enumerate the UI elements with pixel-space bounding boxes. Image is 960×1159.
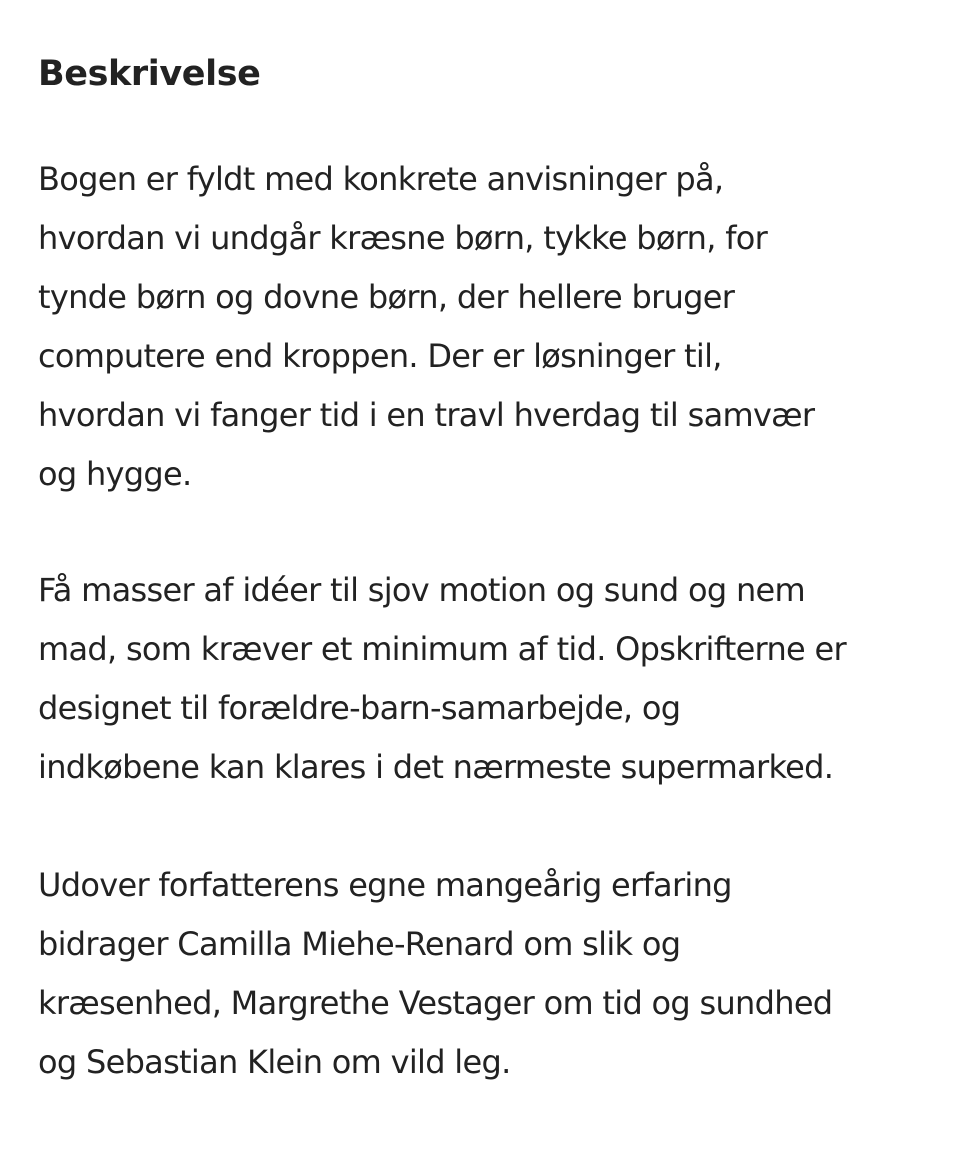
paragraph-1-line-1: Bogen er fyldt med konkrete anvisninger på, (38, 160, 724, 198)
paragraph-1-line-6: og hygge. (38, 455, 192, 493)
section-heading: Beskrivelse (38, 54, 261, 94)
paragraph-1-line-5: hvordan vi fanger tid i en travl hverdag til samvær (38, 396, 815, 434)
paragraph-1-line-2: hvordan vi undgår kræsne børn, tykke børn, for (38, 219, 768, 257)
paragraph-3-line-4: og Sebastian Klein om vild leg. (38, 1043, 511, 1081)
paragraph-1-line-3: tynde børn og dovne børn, der hellere bruger (38, 278, 735, 316)
paragraph-2-line-2: mad, som kræver et minimum af tid. Opskrifterne er (38, 630, 846, 668)
description-paragraph-1 (38, 150, 928, 504)
paragraph-1-line-4: computere end kroppen. Der er løsninger til, (38, 337, 722, 375)
paragraph-2-line-1: Få masser af idéer til sjov motion og sund og nem (38, 571, 805, 609)
paragraph-3-line-3: kræsenhed, Margrethe Vestager om tid og sundhed (38, 984, 833, 1022)
paragraph-3-line-1: Udover forfatterens egne mangeårig erfaring (38, 866, 732, 904)
description-paragraph-3 (38, 856, 928, 1092)
description-paragraph-2 (38, 561, 928, 797)
paragraph-2-line-3: designet til forældre-barn-samarbejde, og (38, 689, 681, 727)
paragraph-3-line-2: bidrager Camilla Miehe-Renard om slik og (38, 925, 681, 963)
paragraph-2-line-4: indkøbene kan klares i det nærmeste supermarked. (38, 748, 834, 786)
